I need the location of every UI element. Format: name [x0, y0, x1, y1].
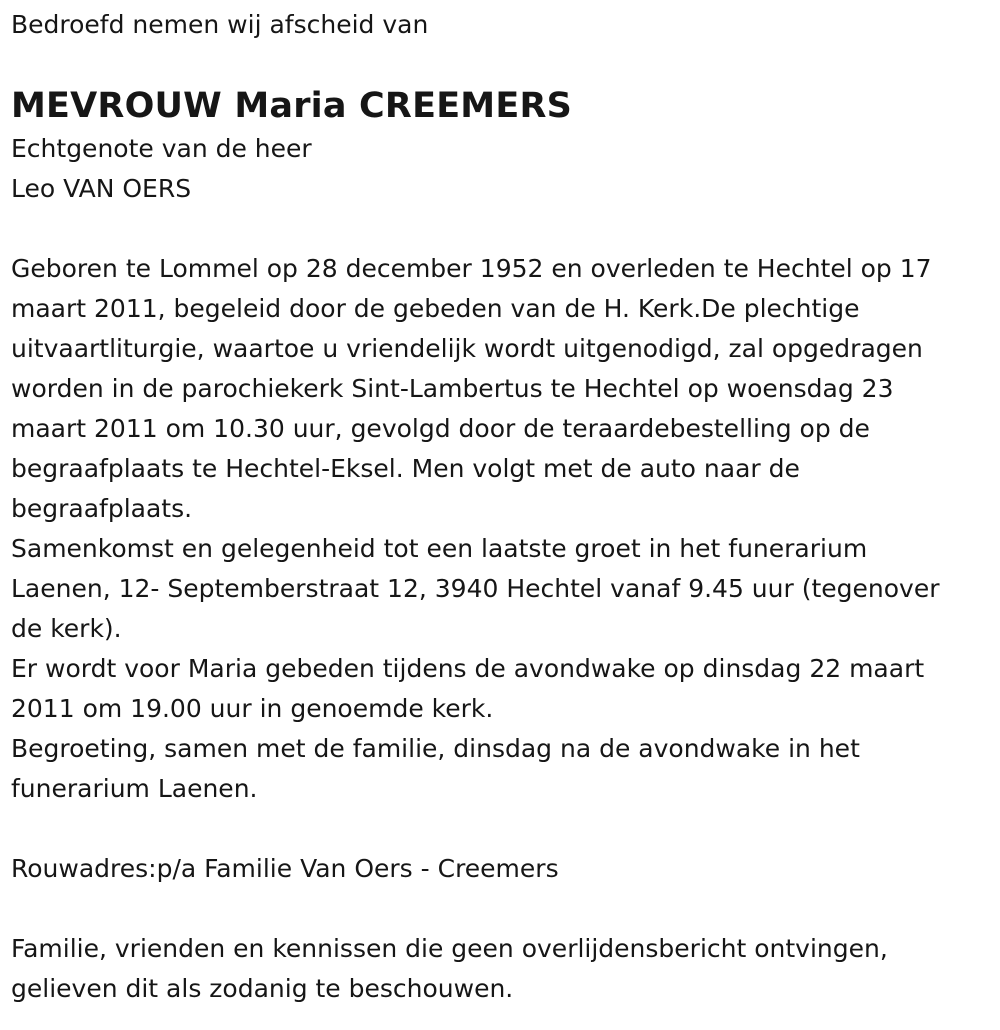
closing-line: gelieven dit als zodanig te beschouwen.: [11, 974, 514, 1003]
spouse-info: [11, 129, 996, 209]
spacer: [11, 809, 996, 849]
body-line: maart 2011 om 10.30 uur, gevolgd door de teraardebestelling op de: [11, 414, 870, 443]
intro-text: Bedroefd nemen wij afscheid van: [11, 10, 429, 39]
funeral-details: [11, 249, 996, 809]
body-line: Begroeting, samen met de familie, dinsdag na de avondwake in het: [11, 734, 860, 763]
body-line: Geboren te Lommel op 28 december 1952 en overleden te Hechtel op 17: [11, 254, 932, 283]
closing-note: [11, 929, 996, 1009]
body-line: Laenen, 12- Septemberstraat 12, 3940 Hechtel vanaf 9.45 uur (tegenover: [11, 574, 940, 603]
obituary-notice: [11, 0, 996, 1009]
body-line: worden in de parochiekerk Sint-Lambertus te Hechtel op woensdag 23: [11, 374, 894, 403]
mourning-address: Rouwadres:p/a Familie Van Oers - Creemers: [11, 854, 559, 883]
body-line: Er wordt voor Maria gebeden tijdens de avondwake op dinsdag 22 maart: [11, 654, 925, 683]
spacer: [11, 889, 996, 929]
spouse-line: Leo VAN OERS: [11, 174, 192, 203]
body-line: begraafplaats.: [11, 494, 193, 523]
deceased-name: MEVROUW Maria CREEMERS: [11, 86, 572, 126]
body-line: 2011 om 19.00 uur in genoemde kerk.: [11, 694, 494, 723]
body-line: de kerk).: [11, 614, 122, 643]
body-line: uitvaartliturgie, waartoe u vriendelijk wordt uitgenodigd, zal opgedragen: [11, 334, 923, 363]
body-line: begraafplaats te Hechtel-Eksel. Men volgt met de auto naar de: [11, 454, 800, 483]
body-line: maart 2011, begeleid door de gebeden van de H. Kerk.De plechtige: [11, 294, 860, 323]
closing-line: Familie, vrienden en kennissen die geen overlijdensbericht ontvingen,: [11, 934, 888, 963]
body-line: Samenkomst en gelegenheid tot een laatste groet in het funerarium: [11, 534, 868, 563]
body-line: funerarium Laenen.: [11, 774, 258, 803]
spacer: [11, 209, 996, 249]
spouse-line: Echtgenote van de heer: [11, 134, 312, 163]
